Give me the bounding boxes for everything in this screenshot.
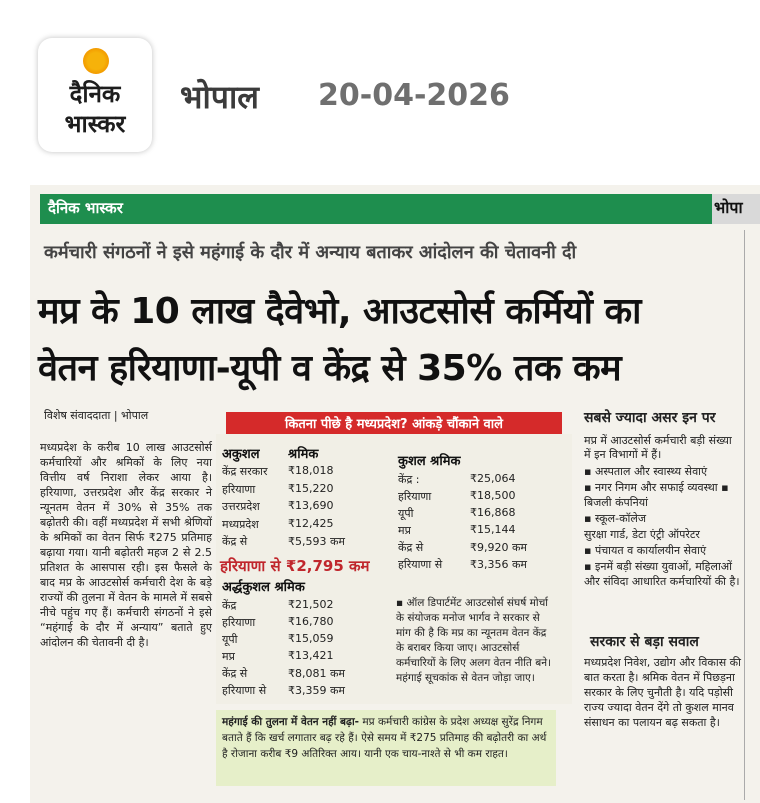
wage-row — [222, 464, 368, 482]
wage-row-value: ₹15,220 — [288, 481, 334, 495]
wage-row — [222, 534, 368, 552]
wage-row-value: ₹16,868 — [470, 506, 516, 519]
wage-row-value: ₹15,144 — [470, 523, 516, 536]
wage-row-label: यूपी — [222, 633, 238, 646]
wage-row-label: मध्यप्रदेश — [222, 517, 259, 531]
brand-strip-text: दैनिक भास्कर — [48, 199, 123, 217]
wage-row-value: ₹9,920 कम — [470, 541, 528, 554]
header-city: भोपाल — [180, 78, 259, 116]
inflation-body: मप्र कर्मचारी कांग्रेस के प्रदेश अध्यक्ष सुरेंद्र निगम बताते हैं कि खर्च लगातार बढ़ रहे हैं। ऐसे समय में ₹275 प्रतिमाह की बढ़ोतरी का अर्थ है रोजाना करीब ₹9 अतिरिक्त आय। यानी एक चाय-नाश्ते से भी कम राहत। — [222, 716, 547, 760]
wage-row-label: केंद्र से — [222, 667, 248, 680]
wage-row — [398, 506, 550, 523]
article-body: मध्यप्रदेश के करीब 10 लाख आउटसोर्स कर्मचारियों और श्रमिकों के लिए नया वित्तीय वर्ष निराशा लेकर आया है। हरियाणा, उत्तरप्रदेश और केंद्र सरकार ने न्यूनतम वेतन में 30% से 35% तक बढ़ोतरी की। वहीं मध्यप्रदेश में सभी श्रेणियों के श्रमिकों का वेतन सिर्फ ₹275 प्रतिमाह बढ़ाया गया। यानी बढ़ोतरी महज 2 से 2.5 प्रतिशत के आसपास रही। इस फैसले के बाद मप्र के आउटसोर्स कर्मचारी देश के बड़े राज्यों की तुलना में वेतन के मामले में सबसे नीचे पहुंच गए हैं। कर्मचारी संगठनों ने इसे “महंगाई के दौर में अन्याय” बताते हुए आंदोलन की चेतावनी दी है। — [40, 441, 212, 649]
semiskilled-heading: अर्द्धकुशल श्रमिक — [222, 580, 305, 595]
wage-row — [222, 649, 368, 666]
wage-row-value: ₹3,356 कम — [470, 558, 528, 571]
wage-row-value: ₹15,059 — [288, 632, 334, 645]
wage-row-label: केंद्र : — [398, 473, 420, 486]
brand-strip — [40, 194, 712, 224]
wage-row-label: केंद्र से — [222, 535, 248, 548]
wage-row-value: ₹25,064 — [470, 472, 516, 485]
wage-row-value: ₹18,018 — [288, 464, 334, 477]
impact-list-item: ▪ पंचायत व कार्यालयीन सेवाएं — [584, 544, 707, 557]
wage-row-label: यूपी — [398, 507, 414, 520]
wage-row-label: हरियाणा — [398, 490, 432, 503]
impact-heading: सबसे ज्यादा असर इन पर — [584, 410, 716, 426]
wage-row-value: ₹3,359 कम — [288, 684, 346, 697]
impact-intro: मप्र में आउटसोर्स कर्मचारी बड़ी संख्या में इन विभागों में हैं। — [584, 434, 732, 461]
wage-row — [398, 557, 550, 574]
wage-row-value: ₹8,081 कम — [288, 667, 346, 680]
wage-row-label: केंद्र सरकार — [222, 465, 268, 478]
wage-row — [222, 666, 368, 683]
dainik-bhaskar-logo — [38, 38, 152, 152]
inflation-text — [222, 714, 552, 762]
unskilled-highlight: हरियाणा से ₹2,795 कम — [220, 557, 370, 575]
wage-row-value: ₹5,593 कम — [288, 535, 346, 548]
logo-line2: भास्कर — [64, 110, 126, 138]
question-text: मध्यप्रदेश निवेश, उद्योग और विकास की बात करता है। श्रमिक वेतन में पिछड़ना सरकार के लिए चुनौती है। यदि पड़ोसी राज्य ज्यादा वेतन देंगे तो कुशल मानव संसाधन का पलायन बढ़ सकता है। — [584, 656, 741, 729]
wage-row — [222, 499, 368, 517]
wage-row — [222, 482, 368, 500]
wage-row-label: हरियाणा से — [398, 558, 443, 571]
unskilled-heading-2: श्रमिक — [288, 447, 319, 462]
demand-quote: ▪ ऑल डिपार्टमेंट आउटसोर्स संघर्ष मोर्चा के संयोजक मनोज भार्गव ने सरकार से मांग की है कि मप्र का न्यूनतम वेतन केंद्र के बराबर किया जाए। आउटसोर्स कर्मचारियों के लिए अलग वेतन नीति बने। महंगाई सूचकांक से वेतन जोड़ा जाए। — [396, 597, 552, 684]
question-heading: सरकार से बड़ा सवाल — [590, 634, 699, 650]
wage-row-label: मप्र — [222, 650, 235, 663]
wage-row — [398, 472, 550, 489]
headline-line2: वेतन हरियाणा-यूपी व केंद्र से 35% तक कम — [38, 348, 622, 389]
wage-row — [222, 598, 368, 615]
byline: विशेष संवाददाता | भोपाल — [44, 409, 149, 422]
panel-title: कितना पीछे है मध्यप्रदेश? आंकड़े चौंकाने वाले — [285, 417, 503, 432]
wage-row — [398, 540, 550, 557]
wage-row-value: ₹21,502 — [288, 598, 334, 611]
inflation-lead: महंगाई की तुलना में वेतन नहीं बढ़ा- — [222, 716, 360, 728]
impact-list-item: ▪ नगर निगम और सफाई व्यवस्था ▪ बिजली कंपनियां — [584, 481, 729, 509]
wage-row-label: हरियाणा — [222, 616, 256, 629]
wage-row — [398, 489, 550, 506]
kicker: कर्मचारी संगठनों ने इसे महंगाई के दौर में अन्याय बताकर आंदोलन की चेतावनी दी — [44, 242, 577, 263]
wage-row-label: उत्तरप्रदेश — [222, 500, 260, 513]
impact-list-item: ▪ स्कूल-कॉलेज — [584, 512, 647, 525]
header-date: 20-04-2026 — [318, 78, 510, 113]
logo-line1: दैनिक — [69, 80, 121, 108]
column-rule — [744, 230, 745, 800]
wage-row-label: केंद्र से — [398, 541, 424, 554]
wage-row-label: केंद्र — [222, 599, 237, 612]
impact-list-item: ▪ इनमें बड़ी संख्या युवाओं, महिलाओं और संविदा आधारित कर्मचारियों की है। — [584, 560, 740, 588]
wage-row-value: ₹13,690 — [288, 499, 334, 512]
wage-row — [398, 523, 550, 540]
wage-row-label: हरियाणा — [222, 482, 256, 496]
impact-list — [584, 464, 744, 590]
wage-row-value: ₹16,780 — [288, 615, 334, 628]
wage-row — [222, 632, 368, 649]
unskilled-heading: अकुशल — [222, 447, 260, 462]
section-strip-text: भोपा — [714, 198, 743, 217]
skilled-heading: कुशल श्रमिक — [398, 454, 461, 469]
wage-row-label: मप्र — [398, 524, 411, 537]
impact-list-item: ▪ अस्पताल और स्वास्थ्य सेवाएं — [584, 465, 708, 478]
wage-row — [222, 615, 368, 632]
impact-list-item: सुरक्षा गार्ड, डेटा एंट्री ऑपरेटर — [584, 528, 700, 541]
wage-row — [222, 683, 368, 700]
wage-row-label: हरियाणा से — [222, 684, 267, 697]
wage-row-value: ₹18,500 — [470, 489, 516, 502]
headline-line1: मप्र के 10 लाख दैवेभो, आउटसोर्स कर्मियों का — [38, 291, 641, 332]
wage-row-value: ₹12,425 — [288, 516, 334, 530]
wage-row-value: ₹13,421 — [288, 649, 334, 662]
sun-icon — [83, 48, 109, 74]
wage-row — [222, 517, 368, 535]
